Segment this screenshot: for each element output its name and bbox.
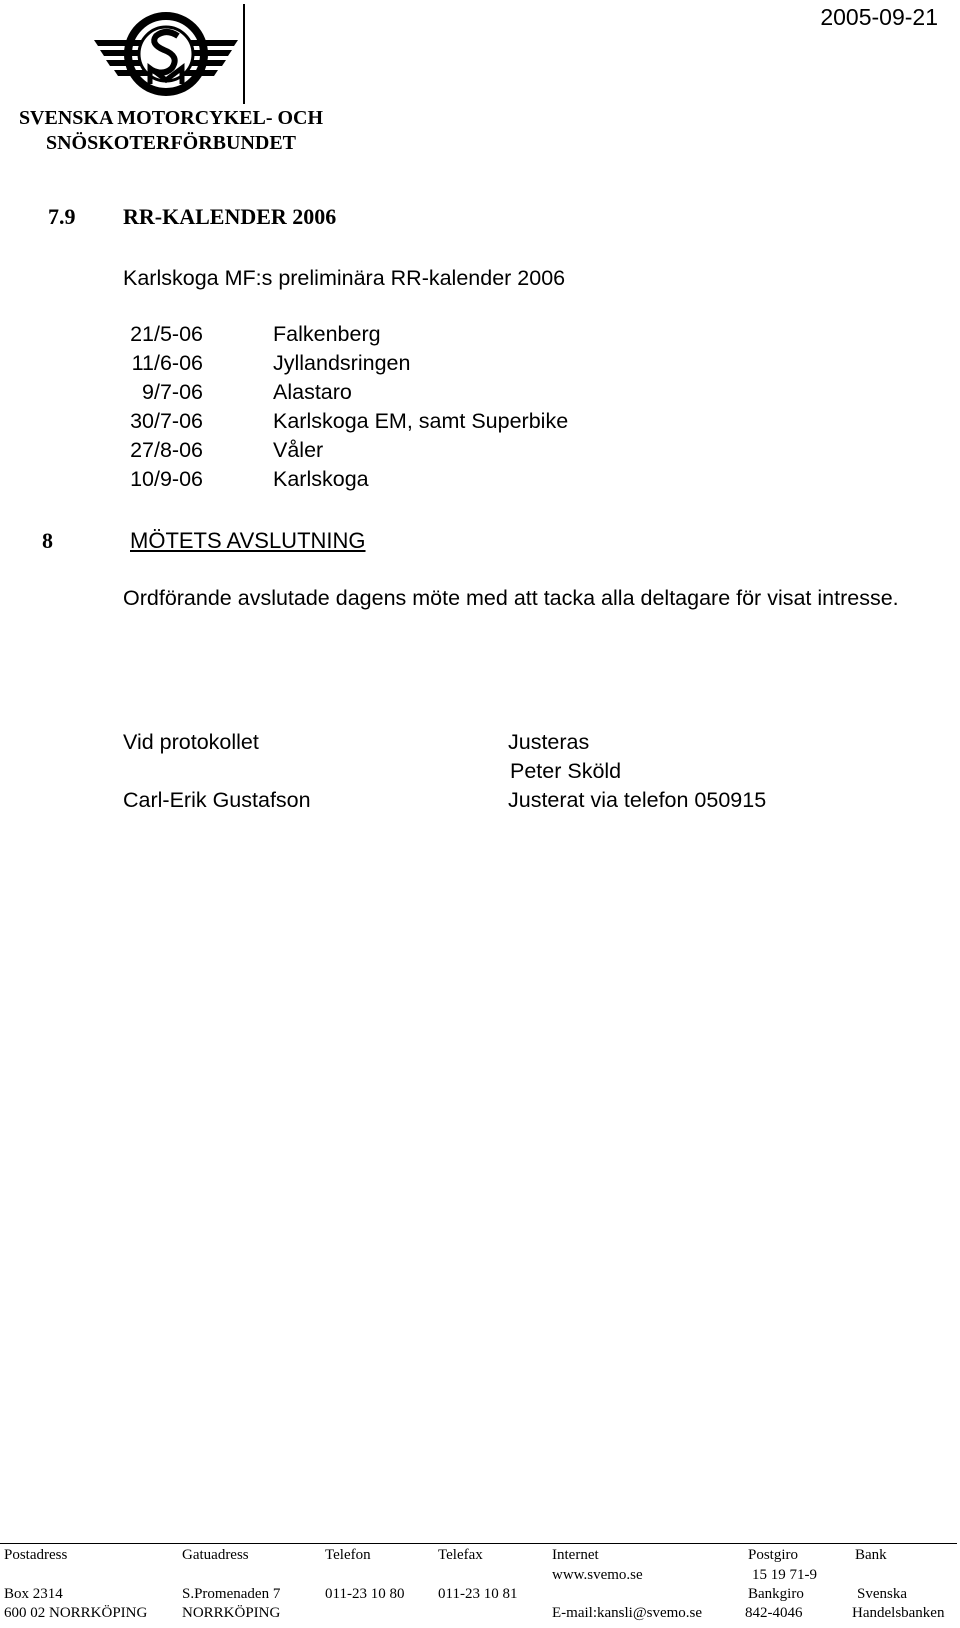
calendar-row: [0, 322, 960, 350]
org-line-1: SVENSKA MOTORCYKEL- OCH: [18, 107, 324, 129]
org-line-2: SNÖSKOTERFÖRBUNDET: [45, 132, 297, 154]
footer-bank-line1: Svenska: [857, 1586, 907, 1602]
footer-header-postgiro: Postgiro: [748, 1547, 799, 1563]
section-number: 8: [42, 528, 53, 553]
footer-telefon-number: 011-23 10 80: [325, 1586, 405, 1602]
signature-left-label: Vid protokollet: [123, 730, 259, 754]
calendar-row: [0, 467, 960, 495]
calendar-list: [0, 322, 960, 502]
footer-telefax-number: 011-23 10 81: [438, 1586, 518, 1602]
signature-left-name: Carl-Erik Gustafson: [123, 788, 311, 812]
closing-text: Ordförande avslutade dagens möte med att tacka alla deltagare för visat intresse.: [123, 586, 899, 610]
event-date: 9/7-06: [142, 380, 203, 404]
event-place: Falkenberg: [273, 322, 381, 346]
section-title: MÖTETS AVSLUTNING: [130, 528, 366, 553]
event-place: Karlskoga: [273, 467, 369, 491]
calendar-intro: Karlskoga MF:s preliminära RR-kalender 2006: [123, 266, 566, 290]
logo-divider: [243, 4, 245, 104]
event-date: 11/6-06: [131, 351, 203, 375]
section-title: RR-KALENDER 2006: [123, 204, 337, 229]
signature-right-label: Justeras: [508, 730, 590, 754]
event-place: Karlskoga EM, samt Superbike: [273, 409, 569, 433]
footer-bank-line2: Handelsbanken: [852, 1605, 945, 1621]
footer-divider: [0, 1543, 957, 1544]
footer-header-telefon: Telefon: [325, 1547, 371, 1563]
calendar-row: [0, 380, 960, 408]
footer-header-postadress: Postadress: [4, 1547, 68, 1563]
event-date: 27/8-06: [130, 438, 203, 462]
footer-postadress-line2: 600 02 NORRKÖPING: [4, 1605, 148, 1621]
event-place: Alastaro: [273, 380, 352, 404]
event-date: 30/7-06: [130, 409, 203, 433]
signature-right-note: Justerat via telefon 050915: [508, 788, 767, 812]
signature-right-name: Peter Sköld: [510, 759, 622, 783]
document-date: 2005-09-21: [820, 4, 938, 30]
svemo-logo: [92, 6, 240, 104]
calendar-row: [0, 438, 960, 466]
calendar-row: [0, 409, 960, 437]
event-date: 21/5-06: [130, 322, 203, 346]
footer-gatuadress-line1: S.Promenaden 7: [182, 1586, 281, 1602]
event-date: 10/9-06: [130, 467, 203, 491]
calendar-row: [0, 351, 960, 379]
footer-gatuadress-line2: NORRKÖPING: [182, 1605, 281, 1621]
footer-email: E-mail:kansli@svemo.se: [552, 1605, 703, 1621]
footer-header-internet: Internet: [552, 1547, 599, 1563]
footer-header-bank: Bank: [855, 1547, 887, 1563]
event-place: Jyllandsringen: [273, 351, 411, 375]
section-number: 7.9: [48, 204, 76, 229]
organization-name: [6, 106, 336, 156]
event-place: Våler: [273, 438, 324, 462]
footer-internet-url: www.svemo.se: [552, 1567, 643, 1583]
footer-header-telefax: Telefax: [438, 1547, 483, 1563]
footer-postgiro-number: 15 19 71-9: [752, 1567, 817, 1583]
footer-bankgiro-label: Bankgiro: [748, 1586, 804, 1602]
footer-postadress-line1: Box 2314: [4, 1586, 63, 1602]
footer-bankgiro-number: 842-4046: [745, 1605, 803, 1621]
footer-header-gatuadress: Gatuadress: [182, 1547, 249, 1563]
